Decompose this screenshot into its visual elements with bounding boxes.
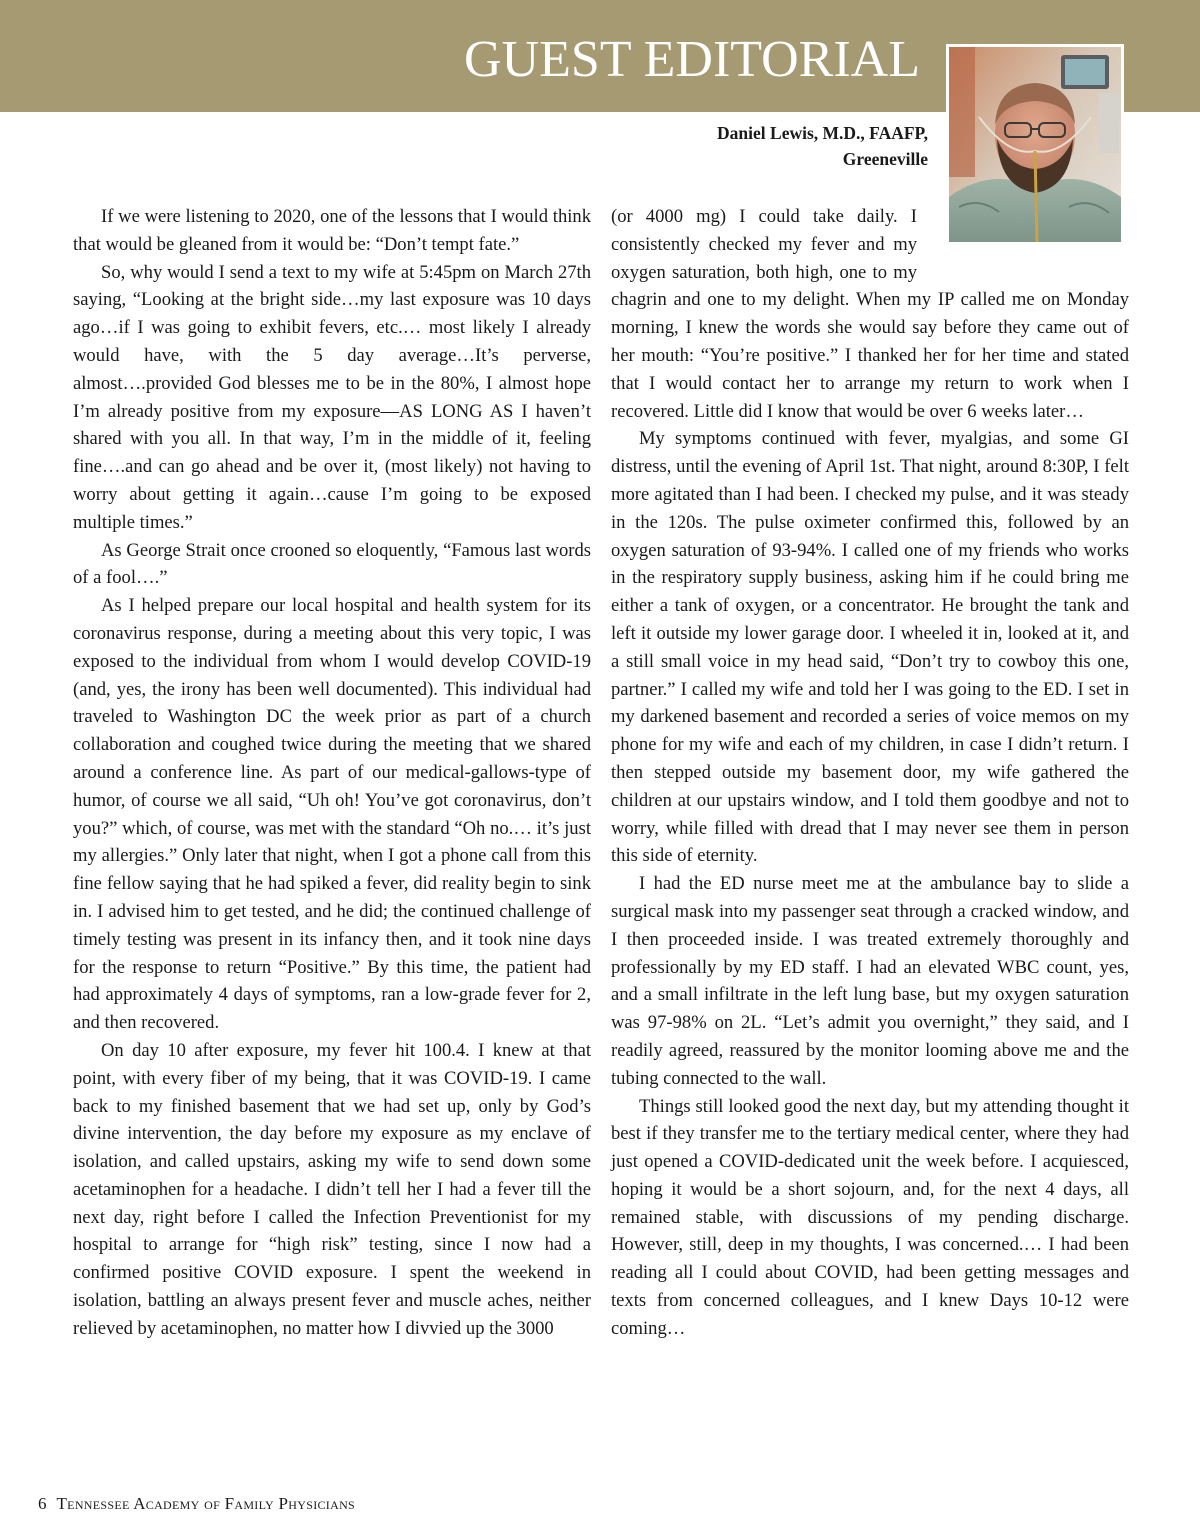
article-paragraph: As George Strait once crooned so eloquently, “Famous last words of a fool….” xyxy=(73,539,591,589)
article-paragraph: My symptoms continued with fever, myalgias, and some GI distress, until the evening of April 1st. That night, around 8:30P, I felt more agitated than I had been. I checked my pulse, and it was steady in the 120s. The pulse oximeter confirmed this, followed by an oxygen saturation of 93-94%. I called one of my friends who works in the respiratory supply business, asking him if he could bring me either a tank of oxygen, or a concentrator. He brought the tank and left it outside my lower garage door. I wheeled it in, looked at it, and a still small voice in my head said, “Don’t try to cowboy this one, partner.” I called my wife and told her I was going to the ED. I set in my darkened basement and recorded a series of voice memos on my phone for my wife and each of my children, in case I didn’t return. I then stepped outside my basement door, my wife gathered the children at our upstairs window, and I told them goodbye and not to worry, while filled with dread that I may never see them in person this side of eternity. xyxy=(611,428,1129,867)
article-paragraph: If we were listening to 2020, one of the lessons that I would think that would be gleaned from it would be: “Don’t tempt fate.” xyxy=(73,206,591,255)
byline xyxy=(717,120,928,172)
article-paragraph: So, why would I send a text to my wife at 5:45pm on March 27th saying, “Looking at the bright side…my last exposure was 10 days ago…if I was going to exhibit fevers, etc.… most likely I already would have, with the 5 day average…It’s perverse, almost….provided God blesses me to be in the 80%, I almost hope I’m already positive from my exposure—AS LONG AS I haven’t shared with you all. In that way, I’m in the middle of it, feeling fine….and can go ahead and be over it, (most likely) not having to worry about getting it again…cause I’m going to be exposed multiple times.” xyxy=(73,261,591,533)
page-number: 6 xyxy=(38,1494,47,1513)
author-name: Daniel Lewis, M.D., FAAFP, xyxy=(717,123,928,143)
photo-wrap-spacer xyxy=(917,203,1129,285)
article-paragraph: I had the ED nurse meet me at the ambulance bay to slide a surgical mask into my passenger seat through a cracked window, and I then proceeded inside. I was treated extremely thoroughly and professionally by my ED staff. I had an elevated WBC count, yes, and a small infiltrate in the left lung base, but my oxygen saturation was 97-98% on 2L. “Let’s admit you overnight,” they said, and I readily agreed, reassured by the monitor looming above me and the tubing connected to the wall. xyxy=(611,873,1129,1089)
article-column-left xyxy=(73,203,591,1343)
section-title: GUEST EDITORIAL xyxy=(464,31,920,88)
article-paragraph: On day 10 after exposure, my fever hit 100.4. I knew at that point, with every fiber of my being, that it was COVID-19. I came back to my finished basement that we had set up, only by God’s divine intervention, the day before my exposure as my enclave of isolation, and called upstairs, asking my wife to send down some acetaminophen for a headache. I didn’t tell her I had a fever till the next day, right before I called the Infection Preventionist for my hospital to arrange for “high risk” testing, since I now had a confirmed positive COVID exposure. I spent the weekend in isolation, battling an always present fever and muscle aches, neither relieved by acetaminophen, no matter how I divvied up the 3000 xyxy=(73,1039,591,1339)
publication-name: Tennessee Academy of Family Physicians xyxy=(56,1494,356,1513)
article-paragraph: As I helped prepare our local hospital and health system for its coronavirus response, during a meeting about this very topic, I was exposed to the individual from whom I would develop COVID-19 (and, yes, the irony has been well documented). This individual had traveled to Washington DC the week prior as part of a church collaboration and coughed twice during the meeting that we shared around a conference line. As part of our medical-gallows-type of humor, of course we all said, “Uh oh! You’ve got coronavirus, don’t you?” which, of course, was met with the standard “Oh no.… it’s just my allergies.” Only later that night, when I got a phone call from this fine fellow saying that he had spiked a fever, did reality begin to sink in. I advised him to get tested, and he did; the continued challenge of timely testing was present in its infancy then, and it took nine days for the response to return “Positive.” By this time, the patient had had approximately 4 days of symptoms, ran a low-grade fever for 2, and then recovered. xyxy=(73,595,591,1034)
article-paragraph: (or 4000 mg) I could take daily. I consistently checked my fever and my oxygen saturation, both high, one to my chagrin and one to my delight. When my IP called me on Monday morning, I knew the words she would say before they came out of her mouth: “You’re positive.” I thanked her for her time and stated that I would contact her to arrange my return to work when I recovered. Little did I know that would be over 6 weeks later… xyxy=(611,206,1129,422)
article-paragraph: Things still looked good the next day, but my attending thought it best if they transfer me to the tertiary medical center, where they had just opened a COVID-dedicated unit the week before. I acquiesced, hoping it would be a short sojourn, and, for the next 4 days, all remained stable, with discussions of my pending discharge. However, still, deep in my thoughts, I was concerned.… I had been reading all I could about COVID, had been getting messages and texts from concerned colleagues, and I knew Days 10-12 were coming… xyxy=(611,1095,1129,1339)
page-footer xyxy=(38,1494,355,1514)
author-location: Greeneville xyxy=(842,149,928,169)
article-column-right xyxy=(611,203,1129,1343)
